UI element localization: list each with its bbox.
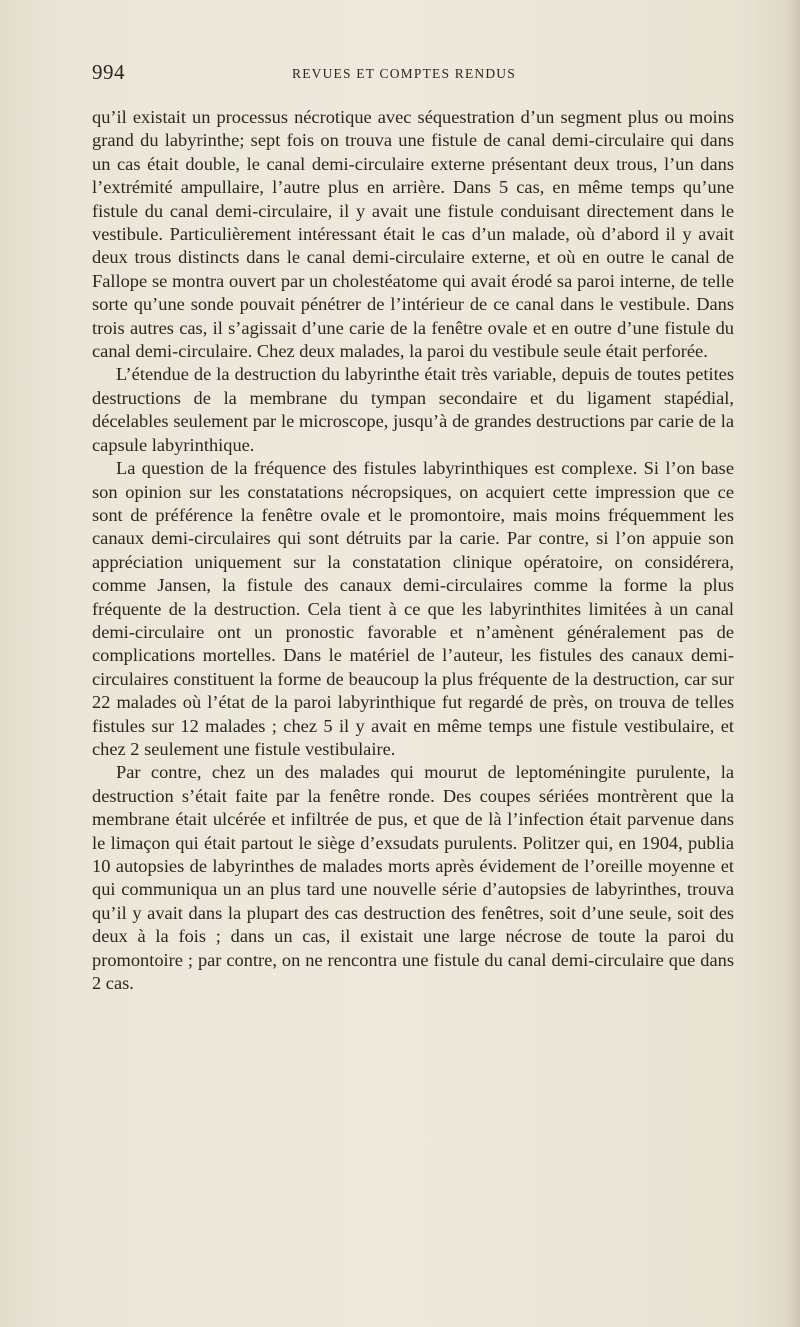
paragraph-1: qu’il existait un processus nécrotique avec séquestration d’un segment plus ou moins grand du labyrinthe; sept fois on trouva une fistule de canal demi-circulaire qui dans un cas était double, le canal demi-circulaire externe présentant deux trous, l’un dans l’extrémité ampullaire, l’autre plus en arrière. Dans 5 cas, en même temps qu’une fistule du canal demi-circulaire, il y avait une fistule conduisant directement dans le vestibule. Particulièrement intéressant était le cas d’un malade, où d’abord il y avait deux trous distincts dans le canal demi-circulaire externe, et où en outre le canal de Fallope se montra ouvert par un cholestéatome qui avait érodé sa paroi interne, de telle sorte qu’une sonde pouvait pénétrer de l’intérieur de ce canal dans le vestibule. Dans trois autres cas, il s’agissait d’une carie de la fenêtre ovale et en outre d’une fistule du canal demi-circulaire. Chez deux malades, la paroi du vestibule seule était perforée. xyxy=(92,107,734,362)
running-head: REVUES ET COMPTES RENDUS xyxy=(292,66,516,81)
body-text xyxy=(92,106,734,995)
page-edge-shadow xyxy=(786,0,800,1327)
paragraph-4: Par contre, chez un des malades qui mourut de leptoméningite purulente, la destruction s’était faite par la fenêtre ronde. Des coupes sériées montrèrent que la membrane était ulcérée et infiltrée de pus, et que de là l’infection était parvenue dans le limaçon qui était partout le siège d’exsudats purulents. Politzer qui, en 1904, publia 10 autopsies de labyrinthes de malades morts après évidement de l’oreille moyenne et qui communiqua un an plus tard une nouvelle série d’autopsies de labyrinthes, trouva qu’il y avait dans la plupart des cas destruction des fenêtres, soit d’une seule, soit des deux à la fois ; dans un cas, il existait une large nécrose de toute la paroi du promontoire ; par contre, on ne rencontra une fistule du canal demi-circulaire que dans 2 cas. xyxy=(92,762,734,994)
page-number: 994 xyxy=(92,60,125,84)
paragraph-2: L’étendue de la destruction du labyrinthe était très variable, depuis de toutes petites destructions de la membrane du tympan secondaire et du ligament stapédial, décelables seulement par le microscope, jusqu’à de grandes destructions par carie de la capsule labyrinthique. xyxy=(92,364,734,455)
page-header xyxy=(92,60,730,88)
paragraph-3: La question de la fréquence des fistules labyrinthiques est complexe. Si l’on base son opinion sur les constatations nécropsiques, on acquiert cette impression que ce sont de préférence la fenêtre ovale et le promontoire, mais moins fréquemment les canaux demi-circulaires qui sont détruits par la carie. Par contre, si l’on appuie son appréciation uniquement sur la constatation clinique opératoire, on considérera, comme Jansen, la fistule des canaux demi-circulaires comme la forme la plus fréquente de la destruction. Cela tient à ce que les labyrinthites limitées à un canal demi-circulaire ont un pronostic favorable et n’amènent généralement pas de complications mortelles. Dans le matériel de l’auteur, les fistules des canaux demi-circulaires constituent la forme de beaucoup la plus fréquente de la destruction, car sur 22 malades où l’état de la paroi labyrinthique fut regardé de près, on trouva de telles fistules sur 12 malades ; chez 5 il y avait en même temps une fistule vestibulaire, et chez 2 seulement une fistule vestibulaire. xyxy=(92,458,734,759)
